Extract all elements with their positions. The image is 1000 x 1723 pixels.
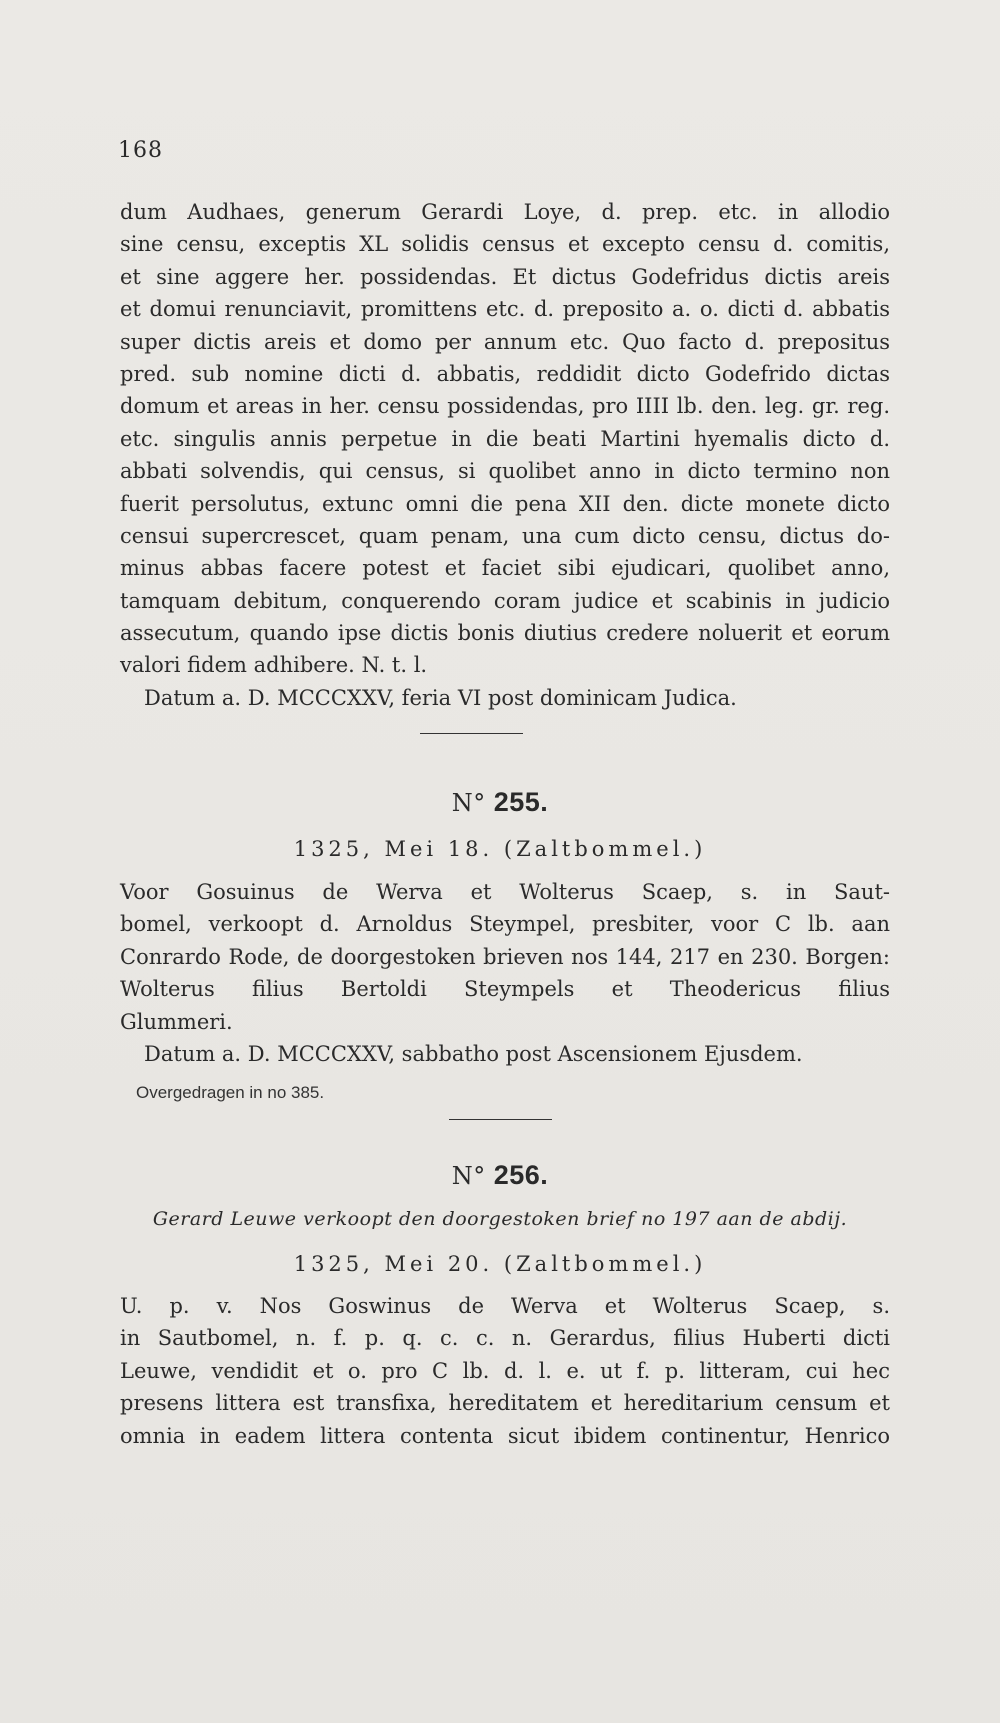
text-line: minus abbas facere potest et faciet sibi ejudicari, quolibet anno, bbox=[120, 556, 890, 581]
text-line: etc. singulis annis perpetue in die beati Martini hyemalis dicto d. bbox=[120, 426, 890, 451]
page-number: 168 bbox=[118, 138, 163, 163]
text-line: abbati solvendis, qui census, si quolibet anno in dicto termino non bbox=[120, 459, 890, 484]
document-256-text bbox=[120, 1290, 890, 1452]
text-line: et sine aggere her. possidendas. Et dictus Godefridus dictis areis bbox=[120, 264, 890, 289]
text-line: in Sautbomel, n. f. p. q. c. c. n. Gerardus, filius Huberti dicti bbox=[120, 1326, 890, 1351]
datum-line: Datum a. D. MCCCXXV, feria VI post dominicam Judica. bbox=[144, 685, 737, 710]
document-number-255 bbox=[0, 787, 1000, 818]
text-line: Conrardo Rode, de doorgestoken brieven nos 144, 217 en 230. Borgen: bbox=[120, 944, 890, 969]
text-line: censui supercrescet, quam penam, una cum dicto censu, dictus do- bbox=[120, 523, 890, 548]
text-line: tamquam debitum, conquerendo coram judice et scabinis in judicio bbox=[120, 588, 890, 613]
transfer-note: Overgedragen in no 385. bbox=[136, 1083, 325, 1102]
text-line: presens littera est transfixa, hereditatem et hereditarium censum et bbox=[120, 1391, 890, 1416]
document-date-255: 1325, Mei 18. (Zaltbommel.) bbox=[293, 837, 707, 861]
text-line: Glummeri. bbox=[120, 1009, 233, 1034]
text-line: omnia in eadem littera contenta sicut ibidem continentur, Henrico bbox=[120, 1423, 890, 1448]
number-prefix: N° bbox=[451, 1162, 486, 1190]
text-line: fuerit persolutus, extunc omni die pena XII den. dicte monete dicto bbox=[120, 491, 890, 516]
text-line: domum et areas in her. censu possidendas, pro IIII lb. den. leg. gr. reg. bbox=[120, 394, 890, 419]
text-line: valori fidem adhibere. N. t. l. bbox=[120, 653, 428, 678]
document-number-256 bbox=[0, 1160, 1000, 1191]
document-summary-256: Gerard Leuwe verkoopt den doorgestoken brief no 197 aan de abdij. bbox=[152, 1208, 848, 1230]
section-1-text bbox=[120, 196, 890, 714]
text-line: dum Audhaes, generum Gerardi Loye, d. prep. etc. in allodio bbox=[120, 200, 890, 224]
text-line: Leuwe, vendidit et o. pro C lb. d. l. e. ut f. p. litteram, cui hec bbox=[120, 1358, 890, 1383]
number-value: 255. bbox=[493, 787, 549, 817]
text-line: U. p. v. Nos Goswinus de Werva et Wolterus Scaep, s. bbox=[120, 1294, 890, 1318]
text-line: sine censu, exceptis XL solidis census et excepto censu d. comitis, bbox=[120, 232, 890, 257]
text-line: et domui renunciavit, promittens etc. d. preposito a. o. dicti d. abbatis bbox=[120, 297, 890, 322]
text-line: super dictis areis et domo per annum etc. Quo facto d. prepositus bbox=[120, 329, 890, 354]
text-line: pred. sub nomine dicti d. abbatis, reddidit dicto Godefrido dictas bbox=[120, 361, 890, 386]
text-line: assecutum, quando ipse dictis bonis diutius credere noluerit et eorum bbox=[120, 621, 890, 646]
text-line: Wolterus filius Bertoldi Steympels et Theodericus filius bbox=[120, 977, 890, 1002]
datum-line: Datum a. D. MCCCXXV, sabbatho post Ascensionem Ejusdem. bbox=[144, 1041, 803, 1066]
document-255-text bbox=[120, 876, 890, 1070]
text-line: bomel, verkoopt d. Arnoldus Steympel, presbiter, voor C lb. aan bbox=[120, 912, 890, 937]
section-divider bbox=[420, 733, 523, 734]
text-line: Voor Gosuinus de Werva et Wolterus Scaep, s. in Saut- bbox=[120, 880, 890, 904]
number-value: 256. bbox=[493, 1160, 549, 1190]
number-prefix: N° bbox=[451, 789, 486, 817]
section-divider bbox=[449, 1119, 552, 1120]
document-date-256: 1325, Mei 20. (Zaltbommel.) bbox=[293, 1252, 707, 1276]
